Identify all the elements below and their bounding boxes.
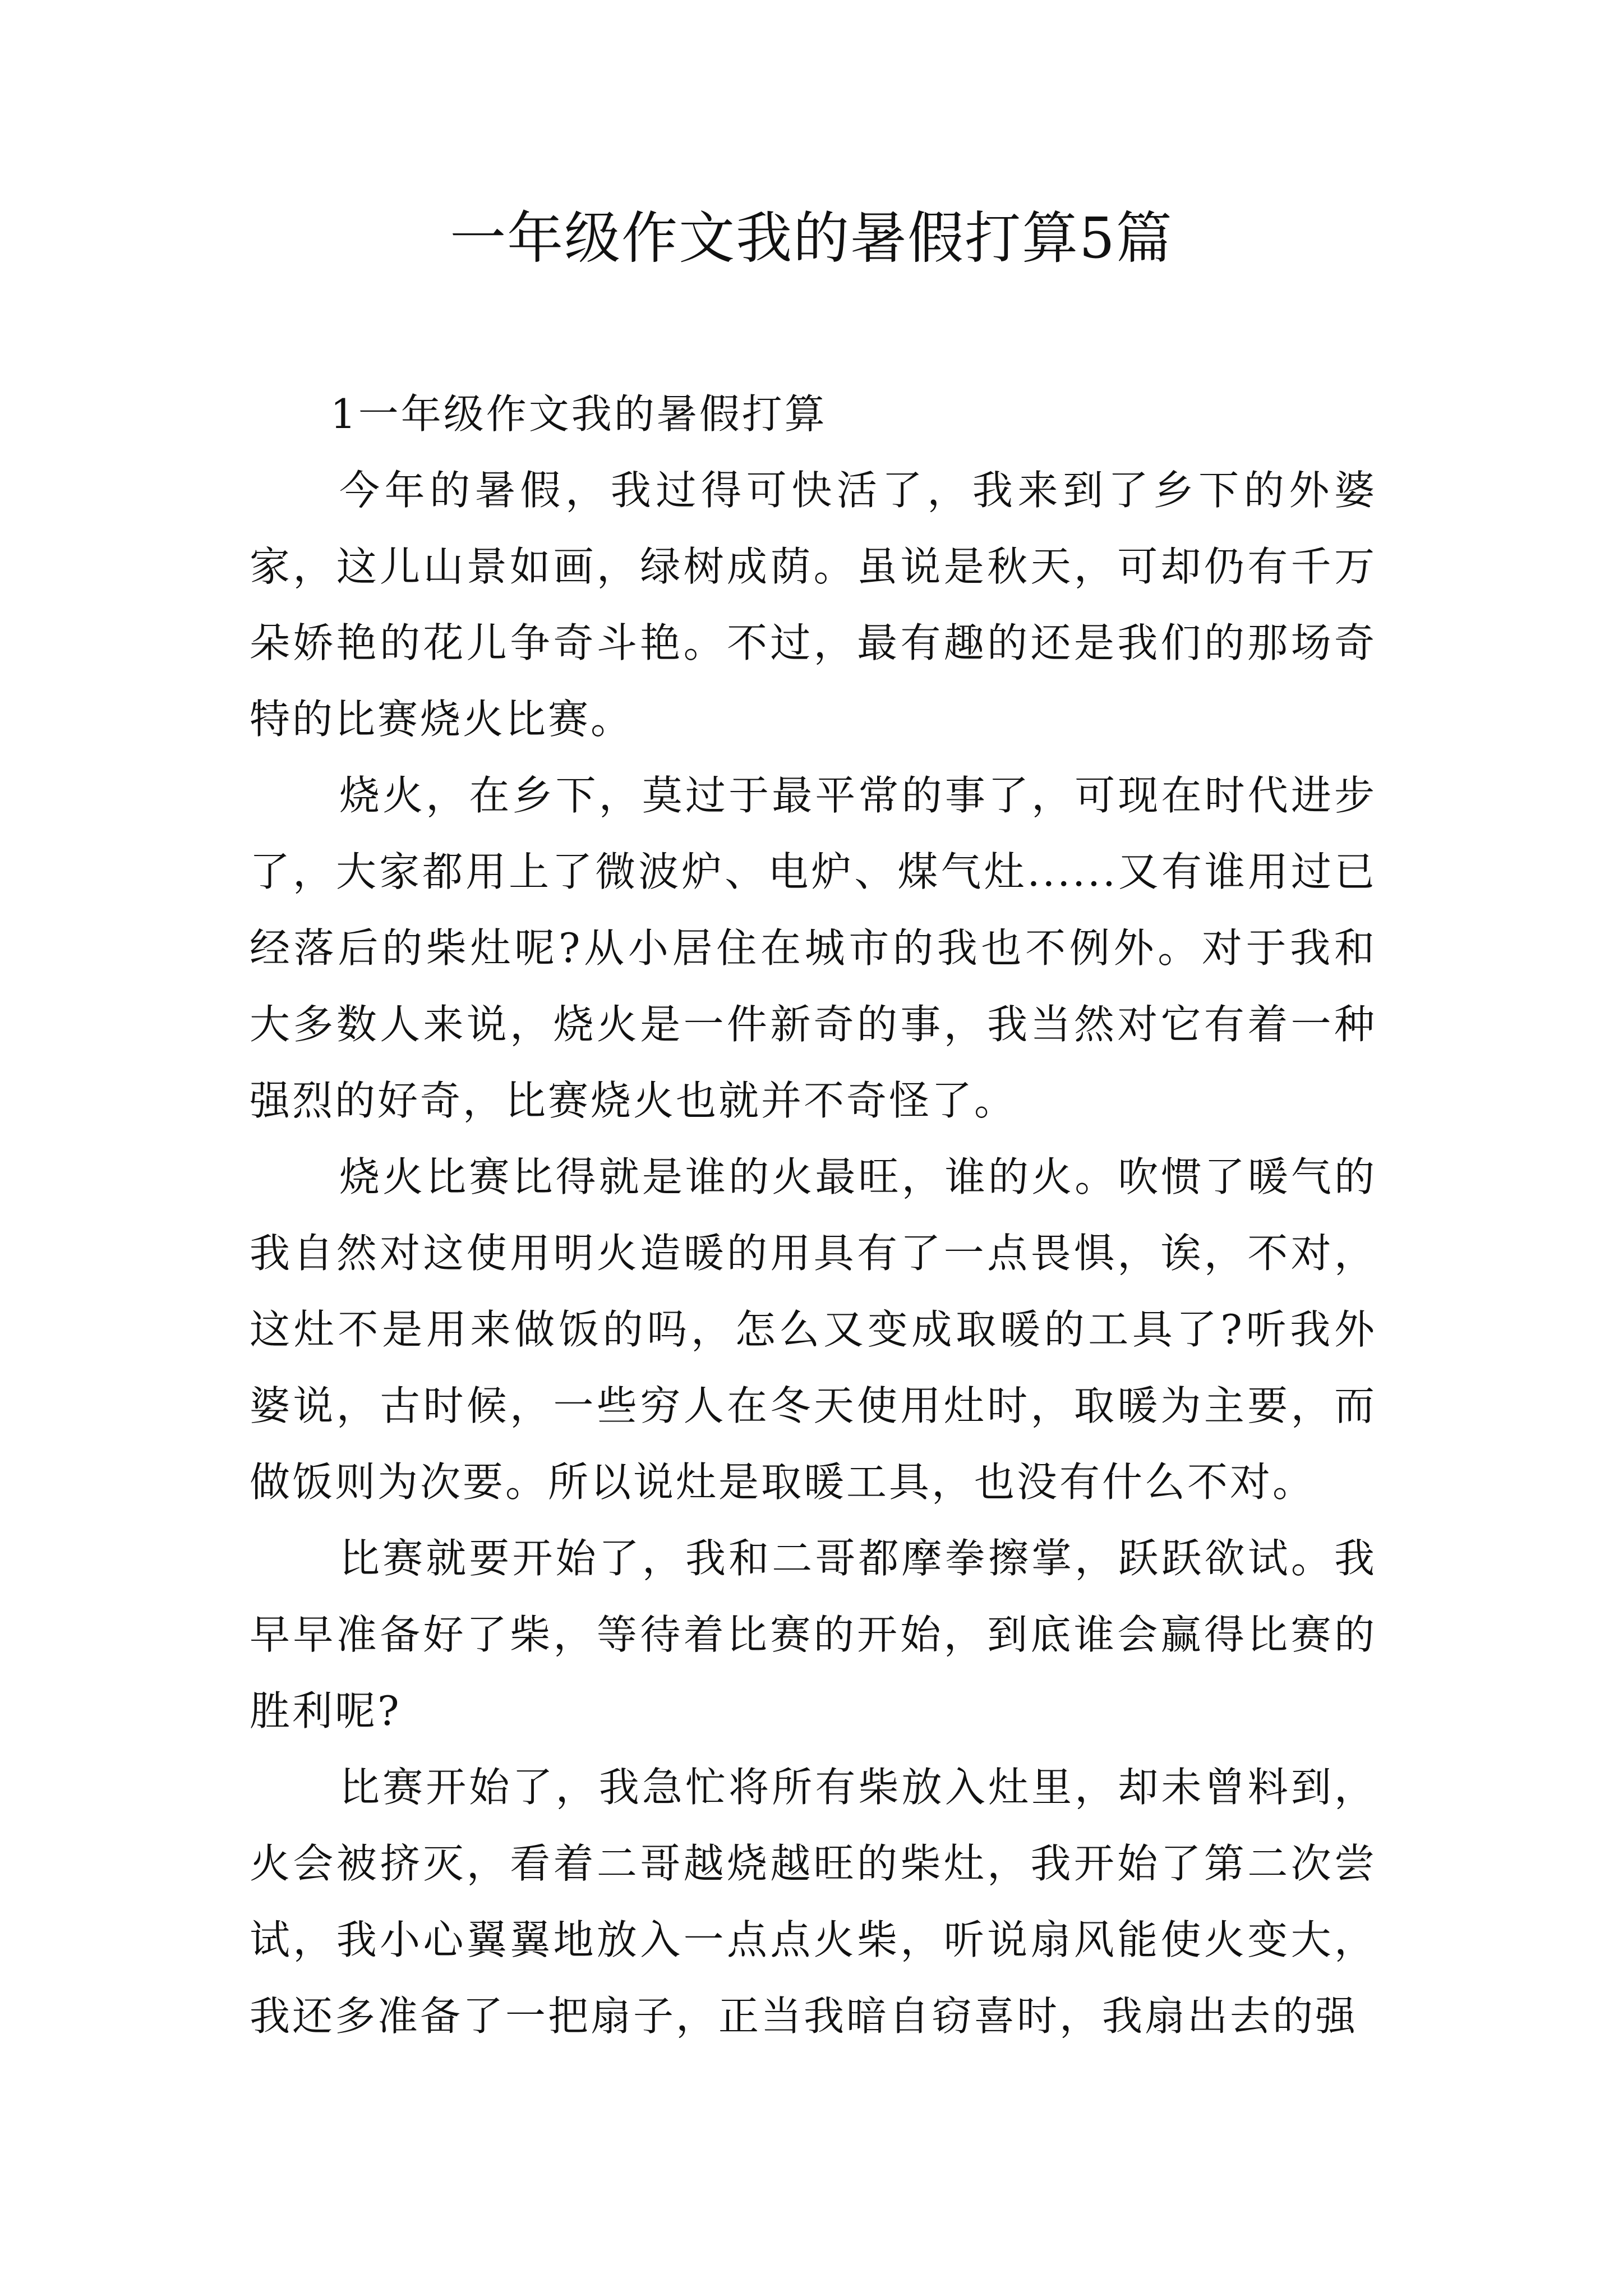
- paragraph-1: 今年的暑假，我过得可快活了，我来到了乡下的外婆家，这儿山景如画，绿树成荫。虽说是秋天，可却仍有千万朵娇艳的花儿争奇斗艳。不过，最有趣的还是我们的那场奇特的比赛烧火比赛。: [250, 467, 1377, 743]
- paragraph-4: 比赛就要开始了，我和二哥都摩拳擦掌，跃跃欲试。我早早准备好了柴，等待着比赛的开始，到底谁会赢得比赛的胜利呢?: [250, 1535, 1377, 1734]
- paragraph-5: 比赛开始了，我急忙将所有柴放入灶里，却未曾料到，火会被挤灭，看着二哥越烧越旺的柴灶，我开始了第二次尝试，我小心翼翼地放入一点点火柴，听说扇风能使火变大，我还多准备了一把扇子，正当我暗自窃喜时，我扇出去的强: [250, 1764, 1377, 2040]
- document-body: [250, 376, 1377, 2054]
- section-heading: 1一年级作文我的暑假打算: [330, 390, 827, 438]
- paragraph-3: 烧火比赛比得就是谁的火最旺，谁的火。吹惯了暖气的我自然对这使用明火造暖的用具有了一点畏惧，诶，不对，这灶不是用来做饭的吗，怎么又变成取暖的工具了?听我外婆说，古时候，一些穷人在冬天使用灶时，取暖为主要，而做饭则为次要。所以说灶是取暖工具，也没有什么不对。: [250, 1153, 1377, 1506]
- document-title: 一年级作文我的暑假打算5篇: [450, 205, 1173, 271]
- paragraph-2: 烧火，在乡下，莫过于最平常的事了，可现在时代进步了，大家都用上了微波炉、电炉、煤气灶......又有谁用过已经落后的柴灶呢?从小居住在城市的我也不例外。对于我和大多数人来说，烧火是一件新奇的事，我当然对它有着一种强烈的好奇，比赛烧火也就并不奇怪了。: [250, 772, 1377, 1124]
